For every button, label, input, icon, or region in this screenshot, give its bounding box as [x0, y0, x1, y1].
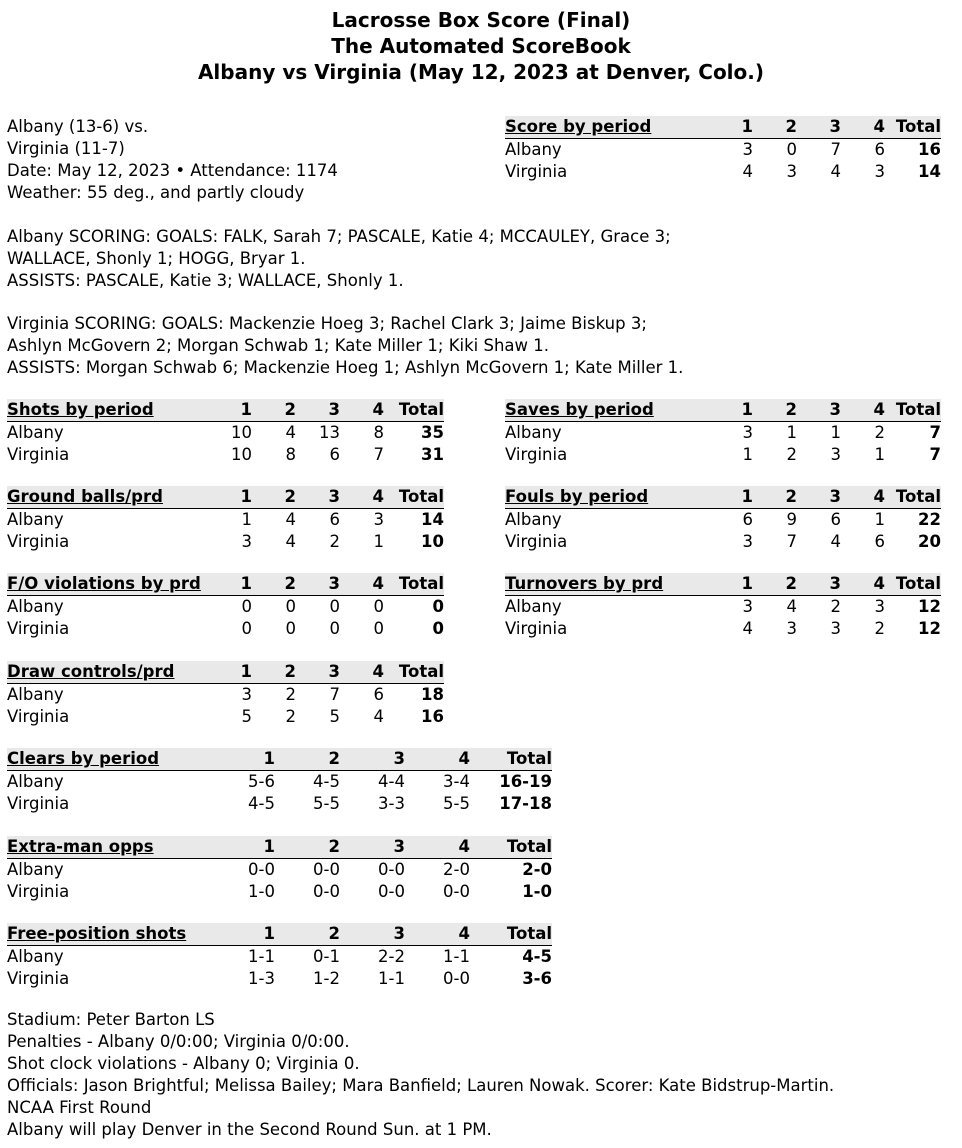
period-cell: 0 — [329, 597, 340, 616]
total-cell: 12 — [918, 619, 941, 638]
column-header: Total — [885, 573, 941, 596]
team-name: Virginia — [505, 445, 568, 464]
period-cell: 1-3 — [248, 969, 275, 988]
column-header: 4 — [340, 486, 384, 509]
total-cell: 0 — [432, 619, 444, 638]
period-cell: 1 — [742, 445, 753, 464]
period-cell: 3 — [830, 619, 841, 638]
table-row — [505, 509, 941, 532]
period-cell: 3-3 — [378, 794, 405, 813]
virginia-scoring — [7, 313, 957, 379]
table-row — [7, 509, 444, 532]
page-header — [0, 7, 962, 85]
team-name: Virginia — [7, 882, 70, 901]
period-cell: 7 — [373, 445, 384, 464]
clears-table — [7, 748, 552, 815]
table-row — [7, 531, 444, 553]
column-header: 2 — [753, 116, 797, 139]
column-header: 3 — [296, 486, 340, 509]
period-cell: 4 — [830, 162, 841, 181]
period-cell: 5-5 — [313, 794, 340, 813]
column-header: 1 — [217, 486, 252, 509]
column-header: 2 — [275, 748, 340, 771]
period-cell: 6 — [874, 532, 885, 551]
total-cell: 2-0 — [522, 860, 552, 879]
table-row — [7, 793, 552, 815]
extra-man-table — [7, 836, 552, 903]
period-cell: 5-6 — [248, 772, 275, 791]
column-header: 2 — [275, 836, 340, 859]
column-header: 2 — [252, 661, 296, 684]
period-cell: 0-0 — [378, 882, 405, 901]
column-header: 4 — [841, 486, 885, 509]
period-cell: 0 — [373, 597, 384, 616]
column-header: 1 — [217, 923, 275, 946]
table-row — [505, 444, 941, 466]
period-cell: 0 — [285, 619, 296, 638]
total-cell: 14 — [421, 510, 444, 529]
team-name: Albany — [7, 772, 64, 791]
period-cell: 3 — [786, 619, 797, 638]
column-header: 4 — [340, 661, 384, 684]
total-cell: 7 — [929, 445, 941, 464]
shot-clock-line: Shot clock violations - Albany 0; Virginia 0. — [7, 1054, 360, 1073]
page-title: Lacrosse Box Score (Final) — [331, 8, 631, 32]
table-header-row — [7, 486, 444, 509]
shots-by-period-table — [7, 399, 444, 466]
score-by-period-table — [505, 116, 941, 183]
team-name: Albany — [7, 685, 64, 704]
period-cell: 1 — [786, 423, 797, 442]
period-cell: 8 — [373, 423, 384, 442]
table-header-row — [7, 923, 552, 946]
total-cell: 12 — [918, 597, 941, 616]
period-cell: 0 — [285, 597, 296, 616]
column-header: 3 — [296, 399, 340, 422]
table-row — [505, 618, 941, 640]
period-cell: 9 — [786, 510, 797, 529]
table-title: Shots by period — [7, 399, 217, 422]
team-name: Virginia — [7, 969, 70, 988]
team-name: Albany — [7, 423, 64, 442]
column-header: 1 — [715, 116, 753, 139]
column-header: 4 — [340, 573, 384, 596]
period-cell: 7 — [329, 685, 340, 704]
table-title: Extra-man opps — [7, 836, 217, 859]
team-name: Virginia — [7, 619, 70, 638]
period-cell: 3 — [241, 685, 252, 704]
period-cell: 3 — [742, 423, 753, 442]
column-header: 4 — [841, 399, 885, 422]
period-cell: 3 — [786, 162, 797, 181]
team-name: Albany — [7, 510, 64, 529]
column-header: 3 — [340, 836, 405, 859]
table-title: Saves by period — [505, 399, 715, 422]
total-cell: 4-5 — [522, 947, 552, 966]
period-cell: 2-2 — [378, 947, 405, 966]
column-header: 2 — [753, 486, 797, 509]
period-cell: 2 — [830, 597, 841, 616]
albany-scoring — [7, 226, 957, 292]
period-cell: 4 — [373, 707, 384, 726]
table-header-row — [7, 399, 444, 422]
period-cell: 4 — [786, 597, 797, 616]
period-cell: 0 — [241, 597, 252, 616]
column-header: 1 — [217, 661, 252, 684]
table-title: Draw controls/prd — [7, 661, 217, 684]
column-header: 4 — [340, 399, 384, 422]
table-header-row — [505, 573, 941, 596]
column-header: Total — [384, 573, 444, 596]
period-cell: 10 — [231, 423, 252, 442]
table-title: Fouls by period — [505, 486, 715, 509]
table-row — [7, 422, 444, 445]
total-cell: 1-0 — [522, 882, 552, 901]
column-header: 1 — [715, 573, 753, 596]
column-header: 2 — [275, 923, 340, 946]
total-cell: 14 — [918, 162, 941, 181]
period-cell: 0-0 — [443, 882, 470, 901]
period-cell: 2 — [874, 423, 885, 442]
table-header-row — [7, 573, 444, 596]
period-cell: 2 — [329, 532, 340, 551]
column-header: 1 — [217, 836, 275, 859]
total-cell: 18 — [421, 685, 444, 704]
table-row — [505, 531, 941, 553]
period-cell: 2-0 — [443, 860, 470, 879]
period-cell: 4 — [830, 532, 841, 551]
team-name: Virginia — [7, 794, 70, 813]
team2-line: Virginia (11-7) — [7, 139, 125, 158]
period-cell: 5-5 — [443, 794, 470, 813]
period-cell: 4 — [285, 423, 296, 442]
period-cell: 2 — [285, 707, 296, 726]
page-subtitle: The Automated ScoreBook — [331, 34, 631, 58]
total-cell: 22 — [918, 510, 941, 529]
team-name: Albany — [505, 140, 562, 159]
period-cell: 3 — [874, 162, 885, 181]
period-cell: 3 — [373, 510, 384, 529]
period-cell: 5 — [329, 707, 340, 726]
table-row — [505, 422, 941, 445]
table-row — [7, 618, 444, 640]
period-cell: 3 — [742, 597, 753, 616]
column-header: Total — [885, 116, 941, 139]
column-header: 3 — [340, 748, 405, 771]
table-header-row — [7, 748, 552, 771]
period-cell: 4 — [742, 619, 753, 638]
period-cell: 1-1 — [443, 947, 470, 966]
period-cell: 4-4 — [378, 772, 405, 791]
period-cell: 10 — [231, 445, 252, 464]
table-title: Free-position shots — [7, 923, 217, 946]
column-header: 2 — [753, 399, 797, 422]
team-name: Albany — [7, 597, 64, 616]
table-row — [7, 859, 552, 882]
table-row — [7, 684, 444, 707]
draw-controls-table — [7, 661, 444, 728]
table-header-row — [7, 836, 552, 859]
period-cell: 4 — [285, 532, 296, 551]
column-header: 4 — [405, 836, 470, 859]
period-cell: 0-0 — [443, 969, 470, 988]
footer-notes — [7, 1009, 957, 1141]
column-header: 1 — [217, 748, 275, 771]
table-row — [7, 706, 444, 728]
table-row — [7, 444, 444, 466]
penalties-line: Penalties - Albany 0/0:00; Virginia 0/0:00. — [7, 1032, 350, 1051]
total-cell: 16 — [918, 140, 941, 159]
period-cell: 1-2 — [313, 969, 340, 988]
team-name: Virginia — [505, 162, 568, 181]
period-cell: 3 — [742, 140, 753, 159]
stadium-line: Stadium: Peter Barton LS — [7, 1010, 215, 1029]
albany-goals-line1: Albany SCORING: GOALS: FALK, Sarah 7; PASCALE, Katie 4; MCCAULEY, Grace 3; — [7, 227, 671, 246]
officials-line: Officials: Jason Brightful; Melissa Bailey; Mara Banfield; Lauren Nowak. Scorer: Kate Bidstrup-Martin. — [7, 1076, 835, 1095]
column-header: 3 — [296, 661, 340, 684]
period-cell: 0-0 — [313, 882, 340, 901]
period-cell: 2 — [285, 685, 296, 704]
team-name: Albany — [505, 423, 562, 442]
period-cell: 4-5 — [248, 794, 275, 813]
column-header: 2 — [252, 399, 296, 422]
period-cell: 2 — [874, 619, 885, 638]
team-name: Virginia — [7, 532, 70, 551]
table-title: Turnovers by prd — [505, 573, 715, 596]
period-cell: 5 — [241, 707, 252, 726]
column-header: 2 — [252, 486, 296, 509]
total-cell: 20 — [918, 532, 941, 551]
total-cell: 31 — [421, 445, 444, 464]
game-title: Albany vs Virginia (May 12, 2023 at Denver, Colo.) — [197, 60, 765, 84]
period-cell: 1 — [241, 510, 252, 529]
period-cell: 3 — [830, 445, 841, 464]
period-cell: 1-1 — [378, 969, 405, 988]
column-header: Total — [885, 399, 941, 422]
turnovers-table — [505, 573, 941, 640]
table-row — [7, 596, 444, 619]
period-cell: 6 — [329, 510, 340, 529]
table-header-row — [505, 116, 941, 139]
period-cell: 1-1 — [248, 947, 275, 966]
column-header: 3 — [797, 116, 841, 139]
next-game-line: Albany will play Denver in the Second Round Sun. at 1 PM. — [7, 1120, 492, 1139]
table-title: F/O violations by prd — [7, 573, 217, 596]
period-cell: 6 — [329, 445, 340, 464]
column-header: Total — [470, 748, 552, 771]
total-cell: 16-19 — [499, 772, 552, 791]
team1-line: Albany (13-6) vs. — [7, 117, 149, 136]
column-header: Total — [384, 486, 444, 509]
column-header: 3 — [797, 486, 841, 509]
period-cell: 6 — [874, 140, 885, 159]
period-cell: 6 — [373, 685, 384, 704]
table-header-row — [505, 399, 941, 422]
column-header: 3 — [340, 923, 405, 946]
fouls-by-period-table — [505, 486, 941, 553]
period-cell: 7 — [786, 532, 797, 551]
period-cell: 4-5 — [313, 772, 340, 791]
team-name: Virginia — [7, 707, 70, 726]
weather-line: Weather: 55 deg., and partly cloudy — [7, 183, 305, 202]
team-name: Virginia — [7, 445, 70, 464]
saves-by-period-table — [505, 399, 941, 466]
virginia-goals-line2: Ashlyn McGovern 2; Morgan Schwab 1; Kate Miller 1; Kiki Shaw 1. — [7, 336, 550, 355]
column-header: 4 — [405, 923, 470, 946]
column-header: Total — [470, 836, 552, 859]
team-name: Virginia — [505, 532, 568, 551]
table-row — [505, 596, 941, 619]
period-cell: 0 — [329, 619, 340, 638]
period-cell: 1 — [874, 445, 885, 464]
period-cell: 4 — [742, 162, 753, 181]
column-header: 3 — [296, 573, 340, 596]
table-row — [7, 946, 552, 969]
period-cell: 6 — [742, 510, 753, 529]
table-row — [505, 139, 941, 162]
ground-balls-table — [7, 486, 444, 553]
column-header: 4 — [841, 573, 885, 596]
table-title: Ground balls/prd — [7, 486, 217, 509]
period-cell: 0-0 — [248, 860, 275, 879]
period-cell: 2 — [786, 445, 797, 464]
total-cell: 7 — [929, 423, 941, 442]
column-header: 4 — [405, 748, 470, 771]
column-header: 4 — [841, 116, 885, 139]
team-name: Albany — [7, 860, 64, 879]
period-cell: 0-0 — [313, 860, 340, 879]
period-cell: 3 — [874, 597, 885, 616]
period-cell: 0 — [786, 140, 797, 159]
column-header: Total — [885, 486, 941, 509]
period-cell: 1 — [830, 423, 841, 442]
total-cell: 3-6 — [522, 969, 552, 988]
table-row — [7, 881, 552, 903]
period-cell: 0 — [241, 619, 252, 638]
period-cell: 1 — [874, 510, 885, 529]
column-header: 1 — [715, 486, 753, 509]
period-cell: 3 — [241, 532, 252, 551]
column-header: 1 — [715, 399, 753, 422]
column-header: Total — [384, 661, 444, 684]
table-header-row — [7, 661, 444, 684]
period-cell: 4 — [285, 510, 296, 529]
period-cell: 3 — [742, 532, 753, 551]
game-info — [7, 116, 487, 204]
table-title: Clears by period — [7, 748, 217, 771]
virginia-goals-line1: Virginia SCORING: GOALS: Mackenzie Hoeg 3; Rachel Clark 3; Jaime Biskup 3; — [7, 314, 647, 333]
column-header: 3 — [797, 573, 841, 596]
free-position-table — [7, 923, 552, 990]
table-row — [7, 968, 552, 990]
period-cell: 13 — [319, 423, 340, 442]
column-header: 2 — [252, 573, 296, 596]
total-cell: 17-18 — [499, 794, 552, 813]
team-name: Virginia — [505, 619, 568, 638]
period-cell: 6 — [830, 510, 841, 529]
period-cell: 0 — [373, 619, 384, 638]
period-cell: 3-4 — [443, 772, 470, 791]
total-cell: 0 — [432, 597, 444, 616]
table-title: Score by period — [505, 116, 715, 139]
date-line: Date: May 12, 2023 • Attendance: 1174 — [7, 161, 338, 180]
period-cell: 0-0 — [378, 860, 405, 879]
team-name: Albany — [7, 947, 64, 966]
virginia-assists: ASSISTS: Morgan Schwab 6; Mackenzie Hoeg 1; Ashlyn McGovern 1; Kate Miller 1. — [7, 358, 684, 377]
total-cell: 10 — [421, 532, 444, 551]
column-header: 1 — [217, 573, 252, 596]
column-header: Total — [384, 399, 444, 422]
albany-goals-line2: WALLACE, Shonly 1; HOGG, Bryar 1. — [7, 249, 306, 268]
period-cell: 8 — [285, 445, 296, 464]
total-cell: 35 — [421, 423, 444, 442]
column-header: 1 — [217, 399, 252, 422]
column-header: 3 — [797, 399, 841, 422]
team-name: Albany — [505, 597, 562, 616]
column-header: 2 — [753, 573, 797, 596]
team-name: Albany — [505, 510, 562, 529]
column-header: Total — [470, 923, 552, 946]
period-cell: 1-0 — [248, 882, 275, 901]
period-cell: 1 — [373, 532, 384, 551]
fo-violations-table — [7, 573, 444, 640]
round-line: NCAA First Round — [7, 1098, 152, 1117]
period-cell: 7 — [830, 140, 841, 159]
table-row — [7, 771, 552, 794]
albany-assists: ASSISTS: PASCALE, Katie 3; WALLACE, Shonly 1. — [7, 271, 404, 290]
period-cell: 0-1 — [313, 947, 340, 966]
table-header-row — [505, 486, 941, 509]
total-cell: 16 — [421, 707, 444, 726]
table-row — [505, 161, 941, 183]
